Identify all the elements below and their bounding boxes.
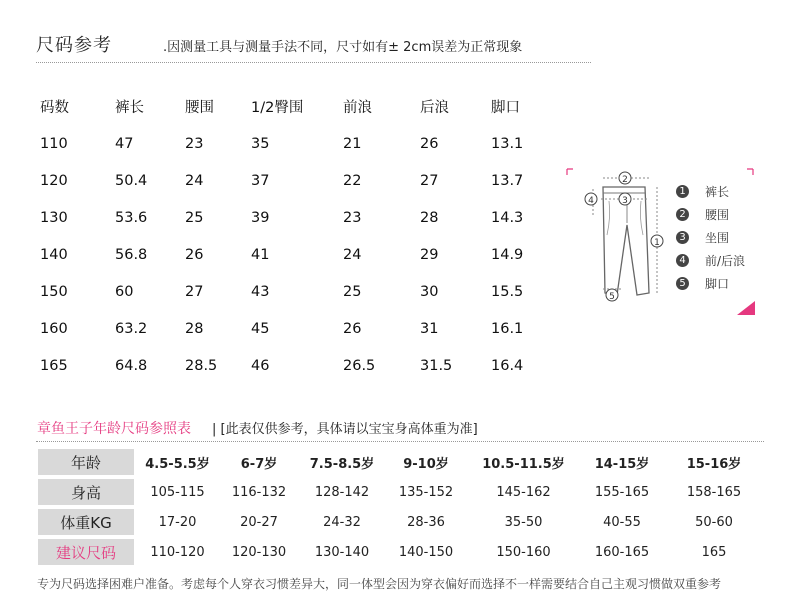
age-table-cell: 35-50 bbox=[504, 514, 543, 530]
col-header: 1/2臀围 bbox=[251, 100, 304, 116]
size-table-cell: 23 bbox=[343, 209, 362, 226]
age-table-cell: 105-115 bbox=[150, 484, 205, 500]
size-table-cell: 25 bbox=[343, 283, 362, 300]
size-table-cell: 26.5 bbox=[343, 357, 376, 374]
size-table-cell: 41 bbox=[251, 246, 270, 263]
age-table-title: 章鱼王子年龄尺码参照表 bbox=[37, 421, 191, 437]
size-table-cell: 165 bbox=[40, 357, 68, 374]
marker-4-label: 4 bbox=[588, 196, 594, 206]
diagram-legend bbox=[676, 180, 745, 295]
marker-5 bbox=[606, 289, 618, 302]
size-table bbox=[40, 88, 551, 384]
age-table-cell: 165 bbox=[701, 544, 727, 560]
size-table-cell: 16.4 bbox=[491, 357, 524, 374]
age-table-cell: 15-16岁 bbox=[686, 456, 742, 472]
size-table-cell: 16.1 bbox=[491, 320, 524, 337]
legend-item bbox=[676, 203, 745, 226]
marker-1 bbox=[651, 235, 663, 248]
measurement-note: .因测量工具与测量手法不同，尺寸如有± 2cm误差为正常现象 bbox=[163, 40, 523, 55]
marker-1-label: 1 bbox=[654, 238, 660, 248]
size-table-cell: 26 bbox=[420, 135, 439, 152]
age-table-cell: 158-165 bbox=[686, 484, 742, 500]
size-table-cell: 53.6 bbox=[115, 209, 148, 226]
size-table-cell: 130 bbox=[40, 209, 68, 226]
size-table-row bbox=[40, 236, 551, 273]
size-table-cell: 24 bbox=[185, 172, 204, 189]
size-table-cell: 56.8 bbox=[115, 246, 148, 263]
age-table-cell: 128-142 bbox=[314, 484, 370, 500]
size-table-row bbox=[40, 310, 551, 347]
divider-mid bbox=[36, 441, 764, 442]
size-table-cell: 29 bbox=[420, 246, 439, 263]
age-table-row bbox=[38, 449, 766, 475]
age-table-cell: 50-60 bbox=[695, 514, 733, 530]
size-table-cell: 150 bbox=[40, 283, 68, 300]
age-table-row-header: 体重KG bbox=[38, 509, 134, 535]
size-table-cell: 31 bbox=[420, 320, 439, 337]
size-table-cell: 110 bbox=[40, 135, 68, 152]
legend-item bbox=[676, 180, 745, 203]
age-table-cell: 20-27 bbox=[240, 514, 278, 530]
legend-item bbox=[676, 272, 745, 295]
legend-item bbox=[676, 249, 745, 272]
age-table-cell: 135-152 bbox=[398, 484, 454, 500]
size-table-cell: 47 bbox=[115, 135, 134, 152]
age-table-cell: 116-132 bbox=[231, 484, 287, 500]
col-header: 前浪 bbox=[343, 100, 372, 116]
age-table-cell: 28-36 bbox=[407, 514, 445, 530]
col-header: 裤长 bbox=[115, 100, 144, 116]
age-table-cell: 145-162 bbox=[496, 484, 551, 500]
size-table-row bbox=[40, 273, 551, 310]
size-table-cell: 30 bbox=[420, 283, 439, 300]
age-table-row bbox=[38, 539, 766, 565]
size-table-row bbox=[40, 199, 551, 236]
age-table-cell: 7.5-8.5岁 bbox=[309, 456, 375, 472]
marker-3-label: 3 bbox=[622, 196, 628, 206]
age-table-cell: 17-20 bbox=[158, 514, 197, 530]
age-table-cell: 24-32 bbox=[323, 514, 361, 530]
legend-number: 2 bbox=[676, 208, 689, 221]
age-table-cell: 160-165 bbox=[594, 544, 650, 560]
marker-5-label: 5 bbox=[609, 292, 615, 302]
size-table-cell: 50.4 bbox=[115, 172, 148, 189]
size-table-cell: 26 bbox=[343, 320, 362, 337]
col-header: 脚口 bbox=[491, 100, 520, 116]
size-table-cell: 46 bbox=[251, 357, 270, 374]
age-table-cell: 155-165 bbox=[594, 484, 650, 500]
age-table-cell: 4.5-5.5岁 bbox=[145, 456, 210, 472]
legend-number: 5 bbox=[676, 277, 689, 290]
size-table-cell: 26 bbox=[185, 246, 204, 263]
size-table-cell: 28 bbox=[185, 320, 204, 337]
size-table-cell: 28.5 bbox=[185, 357, 218, 374]
legend-number: 3 bbox=[676, 231, 689, 244]
size-table-cell: 15.5 bbox=[491, 283, 524, 300]
size-table-cell: 45 bbox=[251, 320, 270, 337]
age-table-cell: 14-15岁 bbox=[594, 456, 650, 472]
age-table-row bbox=[38, 479, 766, 505]
marker-3 bbox=[619, 193, 631, 206]
age-table-row-header: 身高 bbox=[38, 479, 134, 505]
age-table-cell: 9-10岁 bbox=[403, 456, 449, 472]
marker-4 bbox=[585, 193, 597, 206]
age-table-cell: 130-140 bbox=[314, 544, 370, 560]
size-table-header bbox=[40, 88, 551, 125]
age-table-cell: 110-120 bbox=[150, 544, 205, 560]
size-table-row bbox=[40, 162, 551, 199]
size-table-cell: 24 bbox=[343, 246, 362, 263]
age-table-cell: 140-150 bbox=[398, 544, 454, 560]
legend-label: 坐围 bbox=[705, 231, 730, 245]
size-table-cell: 13.7 bbox=[491, 172, 524, 189]
legend-label: 裤长 bbox=[705, 185, 730, 199]
size-table-cell: 14.3 bbox=[491, 209, 524, 226]
size-table-cell: 28 bbox=[420, 209, 439, 226]
age-table-row-header: 建议尺码 bbox=[38, 539, 134, 565]
size-table-cell: 140 bbox=[40, 246, 68, 263]
size-table-cell: 160 bbox=[40, 320, 68, 337]
size-table-cell: 63.2 bbox=[115, 320, 148, 337]
age-table-cell: 150-160 bbox=[496, 544, 551, 560]
col-header: 码数 bbox=[40, 100, 69, 116]
legend-label: 脚口 bbox=[705, 277, 730, 291]
size-table-cell: 22 bbox=[343, 172, 362, 189]
age-table-row bbox=[38, 509, 766, 535]
legend-item bbox=[676, 226, 745, 249]
size-table-cell: 31.5 bbox=[420, 357, 453, 374]
footer-note: 专为尺码选择困难户准备。考虑每个人穿衣习惯差异大，同一体型会因为穿衣偏好而选择不一样需要结合自己主观习惯做双重参考 bbox=[37, 577, 722, 591]
size-table-row bbox=[40, 347, 551, 384]
divider-top bbox=[36, 62, 591, 63]
legend-number: 4 bbox=[676, 254, 689, 267]
size-table-cell: 37 bbox=[251, 172, 270, 189]
marker-2-label: 2 bbox=[622, 175, 628, 185]
size-table-cell: 25 bbox=[185, 209, 204, 226]
size-table-cell: 35 bbox=[251, 135, 270, 152]
age-table-cell: 120-130 bbox=[231, 544, 287, 560]
col-header: 腰围 bbox=[185, 100, 214, 116]
size-table-cell: 64.8 bbox=[115, 357, 148, 374]
age-table-cell: 6-7岁 bbox=[240, 456, 278, 472]
size-table-cell: 39 bbox=[251, 209, 270, 226]
age-table-note: | [此表仅供参考，具体请以宝宝身高体重为准] bbox=[212, 422, 478, 437]
size-table-row bbox=[40, 125, 551, 162]
age-table-row-header: 年龄 bbox=[38, 449, 134, 475]
col-header: 后浪 bbox=[420, 100, 449, 116]
size-table-cell: 23 bbox=[185, 135, 204, 152]
legend-label: 腰围 bbox=[705, 208, 730, 222]
age-table-cell: 40-55 bbox=[603, 514, 641, 530]
size-table-cell: 13.1 bbox=[491, 135, 524, 152]
page-title: 尺码参考 bbox=[36, 35, 112, 56]
size-table-cell: 27 bbox=[420, 172, 439, 189]
size-table-cell: 21 bbox=[343, 135, 362, 152]
age-table-cell: 10.5-11.5岁 bbox=[482, 456, 565, 472]
size-table-cell: 120 bbox=[40, 172, 68, 189]
size-table-cell: 14.9 bbox=[491, 246, 524, 263]
size-table-cell: 27 bbox=[185, 283, 204, 300]
size-table-cell: 43 bbox=[251, 283, 270, 300]
marker-2 bbox=[619, 172, 631, 185]
legend-number: 1 bbox=[676, 185, 689, 198]
legend-label: 前/后浪 bbox=[705, 254, 746, 268]
size-table-cell: 60 bbox=[115, 283, 134, 300]
